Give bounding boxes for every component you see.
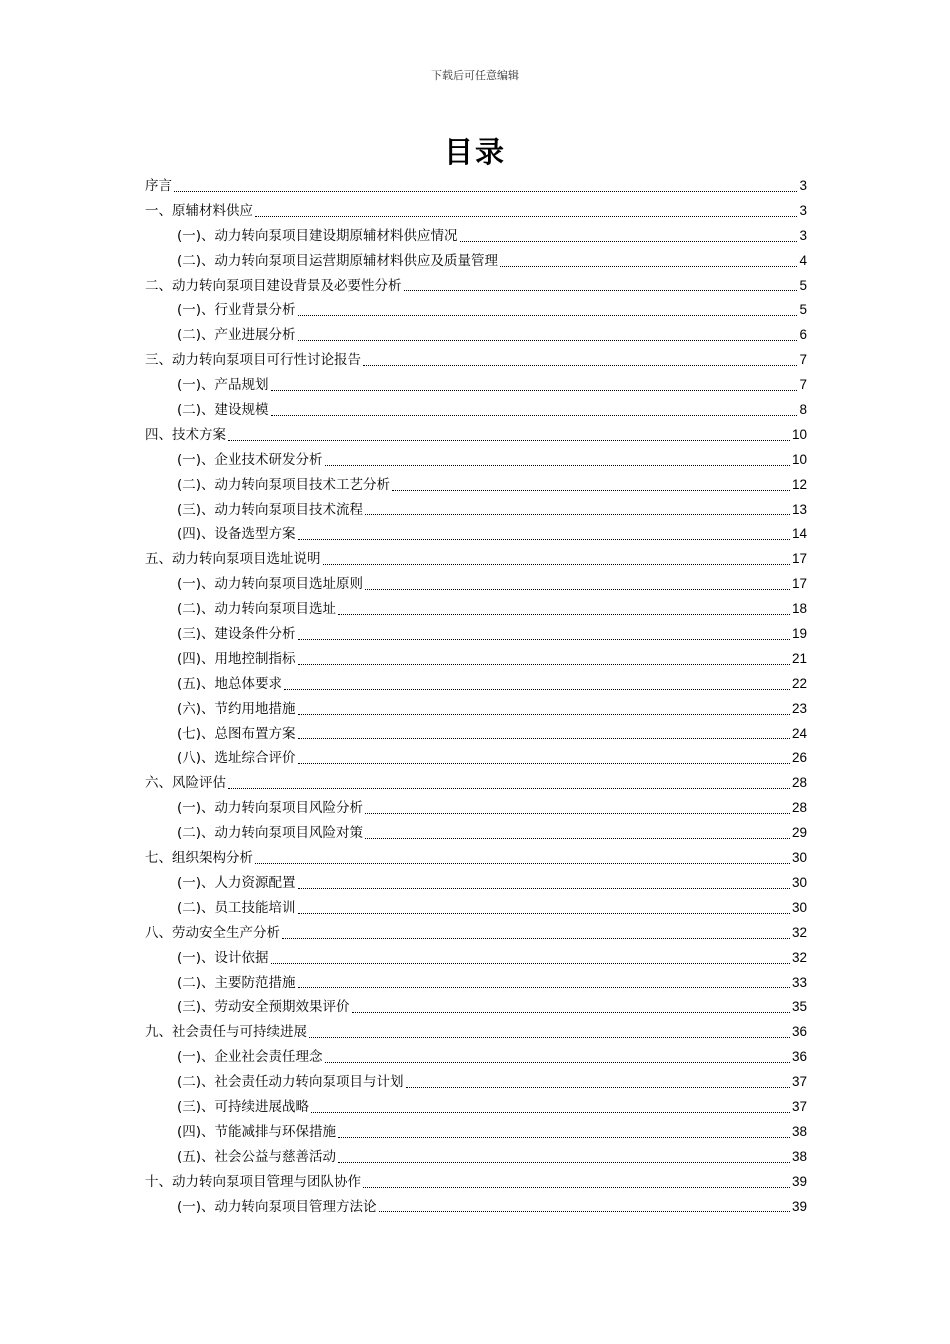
toc-leader-dots: [271, 962, 790, 964]
toc-entry[interactable]: [145, 224, 807, 249]
toc-entry[interactable]: [145, 796, 807, 821]
toc-entry[interactable]: [145, 971, 807, 996]
toc-leader-dots: [325, 464, 790, 466]
toc-leader-dots: [363, 364, 797, 366]
toc-entry[interactable]: [145, 597, 807, 622]
toc-entry-page: 38: [791, 1123, 807, 1139]
toc-entry[interactable]: [145, 672, 807, 697]
toc-leader-dots: [282, 937, 790, 939]
toc-entry-page: 17: [791, 551, 807, 567]
toc-entry[interactable]: [145, 298, 807, 323]
toc-entry-page: 7: [799, 352, 807, 368]
page-title: 目录: [443, 135, 506, 169]
toc-entry-page: 10: [791, 451, 807, 467]
toc-entry[interactable]: [145, 697, 807, 722]
toc-entry-page: 30: [791, 874, 807, 890]
toc-entry[interactable]: [145, 199, 807, 224]
toc-leader-dots: [298, 713, 790, 715]
toc-entry-page: 18: [791, 601, 807, 617]
toc-entry-page: 3: [799, 202, 807, 218]
toc-entry-label: 六、风险评估: [145, 775, 226, 792]
toc-entry-page: 3: [799, 227, 807, 243]
toc-entry-label: (二)、社会责任动力转向泵项目与计划: [177, 1074, 404, 1091]
toc-leader-dots: [284, 688, 790, 690]
toc-leader-dots: [298, 762, 790, 764]
toc-entry-page: 39: [791, 1198, 807, 1214]
toc-entry-label: 七、组织架构分析: [145, 850, 253, 867]
toc-entry-page: 5: [799, 277, 807, 293]
toc-entry[interactable]: [145, 323, 807, 348]
toc-leader-dots: [365, 588, 790, 590]
toc-leader-dots: [392, 489, 790, 491]
toc-entry[interactable]: [145, 746, 807, 771]
toc-entry-page: 5: [799, 302, 807, 318]
toc-entry-page: 32: [791, 949, 807, 965]
toc-entry-label: (一)、企业技术研发分析: [177, 451, 323, 468]
toc-entry-page: 12: [791, 476, 807, 492]
header-note: 下载后可任意编辑: [431, 69, 519, 82]
toc-entry-label: (三)、可持续进展战略: [177, 1098, 310, 1115]
toc-entry-page: 7: [799, 377, 807, 393]
toc-entry-page: 32: [791, 924, 807, 940]
toc-entry-label: 三、动力转向泵项目可行性讨论报告: [145, 352, 361, 369]
toc-entry-label: (七)、总图布置方案: [177, 725, 296, 742]
toc-entry[interactable]: [145, 846, 807, 871]
toc-leader-dots: [255, 215, 797, 217]
toc-leader-dots: [365, 837, 790, 839]
toc-leader-dots: [352, 1011, 790, 1013]
toc-entry-label: (二)、建设规模: [177, 402, 269, 419]
toc-entry-label: (二)、主要防范措施: [177, 974, 296, 991]
toc-leader-dots: [379, 1210, 790, 1212]
toc-entry-label: (五)、社会公益与慈善活动: [177, 1148, 337, 1165]
toc-leader-dots: [460, 240, 798, 242]
toc-entry-page: 8: [799, 402, 807, 418]
toc-entry[interactable]: [145, 821, 807, 846]
toc-entry[interactable]: [145, 1070, 807, 1095]
toc-entry-label: (三)、劳动安全预期效果评价: [177, 999, 350, 1016]
toc-entry-label: 九、社会责任与可持续进展: [145, 1024, 307, 1041]
toc-entry-label: 四、技术方案: [145, 426, 226, 443]
toc-entry[interactable]: [145, 423, 807, 448]
toc-leader-dots: [298, 339, 798, 341]
toc-leader-dots: [174, 190, 797, 192]
toc-entry-page: 37: [791, 1098, 807, 1114]
toc-leader-dots: [363, 1186, 790, 1188]
toc-leader-dots: [365, 812, 790, 814]
toc-entry-page: 39: [791, 1173, 807, 1189]
toc-entry-label: (一)、人力资源配置: [177, 874, 296, 891]
toc-entry-page: 37: [791, 1074, 807, 1090]
toc-entry-page: 24: [791, 725, 807, 741]
toc-entry[interactable]: [145, 1145, 807, 1170]
toc-entry-label: 二、动力转向泵项目建设背景及必要性分析: [145, 277, 402, 294]
toc-entry[interactable]: [145, 522, 807, 547]
toc-entry-page: 36: [791, 1024, 807, 1040]
toc-entry-page: 29: [791, 825, 807, 841]
toc-entry-page: 3: [799, 178, 807, 193]
toc-entry-page: 13: [791, 501, 807, 517]
toc-entry-page: 28: [791, 800, 807, 816]
toc-leader-dots: [271, 389, 798, 391]
toc-entry-page: 36: [791, 1049, 807, 1065]
toc-entry[interactable]: [145, 896, 807, 921]
toc-entry[interactable]: [145, 174, 807, 199]
toc-leader-dots: [298, 912, 790, 914]
toc-leader-dots: [404, 289, 798, 291]
toc-entry-label: (一)、行业背景分析: [177, 302, 296, 319]
toc-entry-page: 28: [791, 775, 807, 791]
toc-entry-label: (二)、动力转向泵项目选址: [177, 601, 337, 618]
toc-entry[interactable]: [145, 498, 807, 523]
toc-leader-dots: [311, 1111, 790, 1113]
toc-leader-dots: [298, 538, 790, 540]
toc-entry[interactable]: [145, 622, 807, 647]
toc-entry-label: (三)、建设条件分析: [177, 626, 296, 643]
toc-leader-dots: [406, 1086, 790, 1088]
toc-leader-dots: [309, 1036, 790, 1038]
toc-leader-dots: [228, 787, 790, 789]
toc-leader-dots: [325, 1061, 790, 1063]
toc-entry-label: (一)、设计依据: [177, 949, 269, 966]
toc-entry[interactable]: [145, 1195, 807, 1220]
toc-entry[interactable]: [145, 1170, 807, 1195]
toc-entry-label: (四)、用地控制指标: [177, 650, 296, 667]
toc-leader-dots: [338, 1161, 790, 1163]
toc-entry[interactable]: [145, 647, 807, 672]
toc-entry[interactable]: [145, 398, 807, 423]
toc-leader-dots: [298, 737, 790, 739]
toc-entry-page: 19: [791, 626, 807, 642]
toc-entry-label: (三)、动力转向泵项目技术流程: [177, 501, 364, 518]
toc-leader-dots: [271, 414, 798, 416]
toc-entry-page: 14: [791, 526, 807, 542]
toc-entry[interactable]: [145, 572, 807, 597]
toc-entry-label: (二)、产业进展分析: [177, 327, 296, 344]
toc-leader-dots: [298, 887, 790, 889]
toc-entry[interactable]: [145, 1095, 807, 1120]
toc-entry-page: 23: [791, 700, 807, 716]
toc-entry[interactable]: [145, 995, 807, 1020]
toc-leader-dots: [338, 1136, 790, 1138]
toc-entry-label: 十、动力转向泵项目管理与团队协作: [145, 1173, 361, 1190]
toc-leader-dots: [365, 513, 790, 515]
toc-entry-label: (一)、产品规划: [177, 377, 269, 394]
toc-entry-page: 10: [791, 426, 807, 442]
toc-entry[interactable]: [145, 448, 807, 473]
toc-entry[interactable]: [145, 771, 807, 796]
toc-entry-page: 6: [799, 327, 807, 343]
toc-entry[interactable]: [145, 1120, 807, 1145]
toc-entry-label: 序言: [145, 178, 172, 194]
toc-entry-page: 30: [791, 850, 807, 866]
toc-entry[interactable]: [145, 249, 807, 274]
toc-leader-dots: [500, 265, 797, 267]
toc-entry-page: 30: [791, 899, 807, 915]
toc-entry-page: 35: [791, 999, 807, 1015]
toc-entry-page: 22: [791, 675, 807, 691]
toc-entry-label: (八)、选址综合评价: [177, 750, 296, 767]
toc-entry-label: (一)、动力转向泵项目建设期原辅材料供应情况: [177, 227, 458, 244]
toc-entry-label: (一)、企业社会责任理念: [177, 1049, 323, 1066]
toc-leader-dots: [228, 439, 790, 441]
toc-leader-dots: [298, 638, 790, 640]
toc-entry[interactable]: [145, 871, 807, 896]
toc-entry[interactable]: [145, 348, 807, 373]
toc-entry-page: 4: [799, 252, 807, 268]
toc-entry-label: (二)、动力转向泵项目风险对策: [177, 825, 364, 842]
toc-entry-label: (二)、员工技能培训: [177, 899, 296, 916]
toc-entry-label: 八、劳动安全生产分析: [145, 924, 280, 941]
toc-entry-page: 17: [791, 576, 807, 592]
toc-entry-label: (一)、动力转向泵项目管理方法论: [177, 1198, 377, 1215]
toc-entry-page: 33: [791, 974, 807, 990]
toc-entry-page: 26: [791, 750, 807, 766]
toc-entry[interactable]: [145, 946, 807, 971]
toc-entry[interactable]: [145, 473, 807, 498]
toc-entry-label: 五、动力转向泵项目选址说明: [145, 551, 321, 568]
toc-entry-page: 38: [791, 1148, 807, 1164]
toc-entry[interactable]: [145, 373, 807, 398]
toc-entry-label: (一)、动力转向泵项目选址原则: [177, 576, 364, 593]
toc-entry-label: 一、原辅材料供应: [145, 202, 253, 219]
toc-entry-label: (四)、节能减排与环保措施: [177, 1123, 337, 1140]
toc-entry[interactable]: [145, 1020, 807, 1045]
toc-entry-label: (六)、节约用地措施: [177, 700, 296, 717]
toc-entry[interactable]: [145, 1045, 807, 1070]
toc-leader-dots: [338, 613, 790, 615]
toc-leader-dots: [298, 986, 790, 988]
toc-leader-dots: [298, 663, 790, 665]
toc-entry[interactable]: [145, 547, 807, 572]
toc-leader-dots: [255, 862, 790, 864]
toc-entry-label: (二)、动力转向泵项目运营期原辅材料供应及质量管理: [177, 252, 499, 269]
toc-leader-dots: [298, 314, 798, 316]
toc-entry[interactable]: [145, 921, 807, 946]
toc-entry-label: (一)、动力转向泵项目风险分析: [177, 800, 364, 817]
toc-entry-label: (二)、动力转向泵项目技术工艺分析: [177, 476, 391, 493]
toc-entry-page: 21: [791, 650, 807, 666]
table-of-contents: [145, 174, 807, 1219]
toc-entry-label: (五)、地总体要求: [177, 675, 283, 692]
toc-leader-dots: [323, 563, 790, 565]
toc-entry[interactable]: [145, 274, 807, 299]
toc-entry[interactable]: [145, 722, 807, 747]
toc-entry-label: (四)、设备选型方案: [177, 526, 296, 543]
